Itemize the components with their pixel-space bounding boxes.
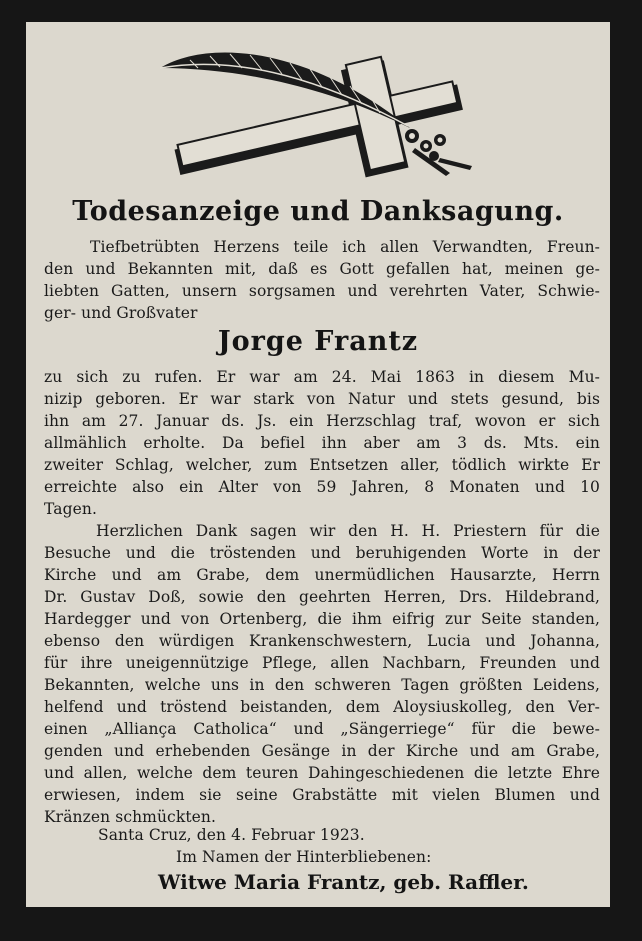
- text-line: nizip geboren. Er war stark von Natur und stets gesund, bis: [44, 390, 600, 408]
- mourning-border-bottom: [0, 907, 642, 941]
- deceased-name: Jorge Frantz: [217, 326, 419, 357]
- text-line: allmählich erholte. Da befiel ihn aber am 3 ds. Mts. ein: [44, 434, 600, 452]
- text-line: erreichte also ein Alter von 59 Jahren, 8 Monaten und 10: [44, 478, 600, 496]
- text-line: zu sich zu rufen. Er war am 24. Mai 1863 in diesem Mu-: [44, 368, 600, 386]
- notice-headline: Todesanzeige und Danksagung.: [72, 196, 564, 227]
- cross-palm-icon: [150, 38, 490, 188]
- text-line: ger- und Großvater: [44, 304, 198, 322]
- text-line: Kränzen schmückten.: [44, 808, 217, 826]
- text-line: und allen, welche dem teuren Dahingeschiedenen die letzte Ehre: [44, 764, 600, 782]
- text-line: erwiesen, indem sie seine Grabstätte mit vielen Blumen und: [44, 786, 600, 804]
- text-line: Herzlichen Dank sagen wir den H. H. Priestern für die: [96, 522, 600, 540]
- text-line: Tagen.: [44, 500, 97, 518]
- text-line: ihn am 27. Januar ds. Js. ein Herzschlag traf, wovon er sich: [44, 412, 600, 430]
- text-line: für ihre uneigennützige Pflege, allen Nachbarn, Freunden und: [44, 654, 600, 672]
- text-line: helfend und tröstend beistanden, dem Aloysiuskolleg, den Ver-: [44, 698, 600, 716]
- text-line: Tiefbetrübten Herzens teile ich allen Verwandten, Freun-: [90, 238, 600, 256]
- mourning-border-top: [0, 0, 642, 22]
- text-line: einen „Alliança Catholica“ und „Sängerriege“ für die bewe-: [44, 720, 600, 738]
- mourning-border-right: [610, 0, 642, 941]
- text-line: ebenso den würdigen Krankenschwestern, Lucia und Johanna,: [44, 632, 600, 650]
- text-line: Dr. Gustav Doß, sowie den geehrten Herren, Drs. Hildebrand,: [44, 588, 600, 606]
- text-line: Besuche und die tröstenden und beruhigenden Worte in der: [44, 544, 600, 562]
- text-line: zweiter Schlag, welcher, zum Entsetzen aller, tödlich wirkte Er: [44, 456, 600, 474]
- place-date: Santa Cruz, den 4. Februar 1923.: [98, 826, 365, 844]
- mourning-border-left: [0, 0, 26, 941]
- text-line: Bekannten, welche uns in den schweren Tagen größten Leidens,: [44, 676, 600, 694]
- on-behalf-line: Im Namen der Hinterbliebenen:: [176, 848, 432, 866]
- text-line: liebten Gatten, unsern sorgsamen und verehrten Vater, Schwie-: [44, 282, 600, 300]
- signature: Witwe Maria Frantz, geb. Raffler.: [158, 870, 529, 894]
- text-line: genden und erhebenden Gesänge in der Kirche und am Grabe,: [44, 742, 600, 760]
- text-line: Hardegger und von Ortenberg, die ihm eifrig zur Seite standen,: [44, 610, 600, 628]
- text-line: Kirche und am Grabe, dem unermüdlichen Hausarzte, Herrn: [44, 566, 600, 584]
- text-line: den und Bekannten mit, daß es Gott gefallen hat, meinen ge-: [44, 260, 600, 278]
